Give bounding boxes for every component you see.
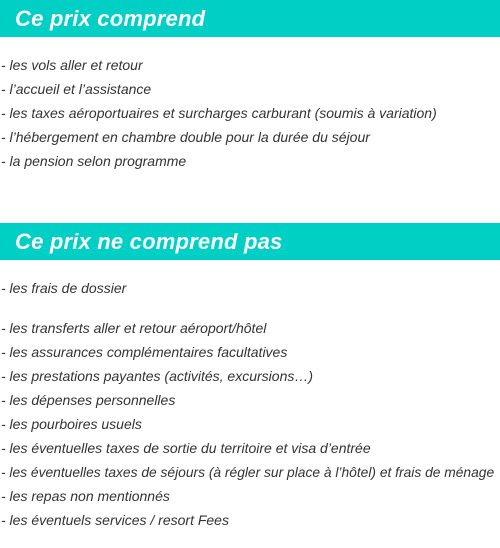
section-header-excludes — [0, 223, 500, 260]
list-item: - les taxes aéroportuaires et surcharges carburant (soumis à variation) — [1, 105, 437, 121]
section-title-excludes: Ce prix ne comprend pas — [15, 228, 283, 254]
list-item: - les éventuels services / resort Fees — [1, 512, 229, 528]
list-item: - les vols aller et retour — [1, 57, 143, 73]
list-item: - les éventuelles taxes de sortie du territoire et visa d’entrée — [1, 440, 371, 456]
list-item: - les prestations payantes (activités, excursions…) — [1, 368, 314, 384]
list-item: - les dépenses personnelles — [1, 392, 176, 408]
list-item: - la pension selon programme — [1, 153, 187, 169]
section-title-includes: Ce prix comprend — [15, 5, 206, 31]
list-item: - les assurances complémentaires facultatives — [1, 344, 288, 360]
list-item: - les transferts aller et retour aéroport/hôtel — [1, 320, 267, 336]
list-item: - les pourboires usuels — [1, 416, 142, 432]
list-item: - l’accueil et l’assistance — [1, 81, 152, 97]
list-item: - les frais de dossier — [1, 280, 127, 296]
section-header-includes — [0, 0, 500, 37]
list-item: - l’hébergement en chambre double pour la durée du séjour — [1, 129, 370, 145]
list-item: - les éventuelles taxes de séjours (à régler sur place à l’hôtel) et frais de ménage — [1, 465, 495, 480]
list-item: - les repas non mentionnés — [1, 488, 170, 504]
